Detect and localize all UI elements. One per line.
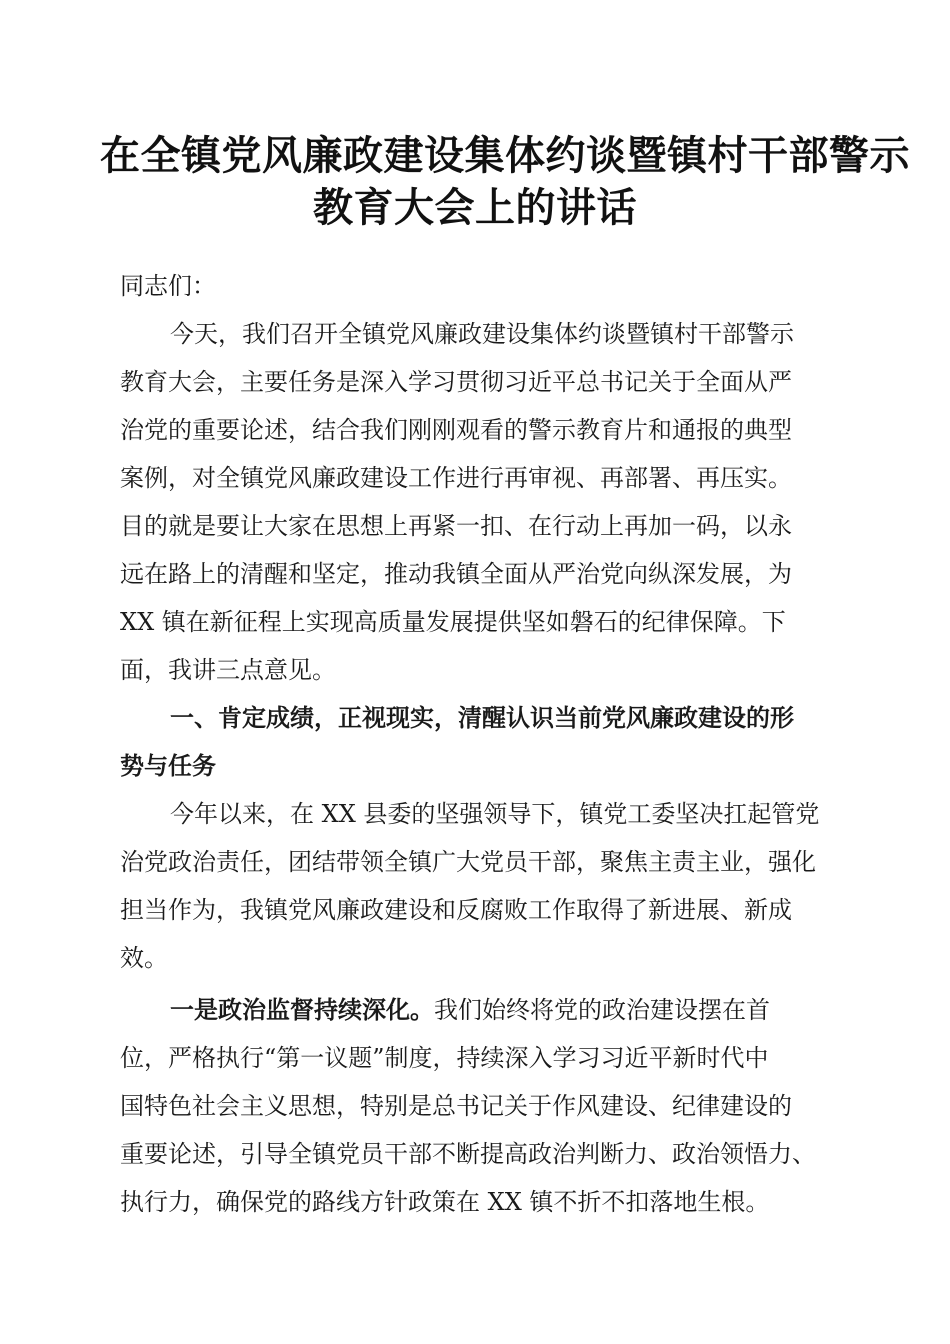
paragraph-line: 效。 (120, 944, 168, 972)
point-1-lead: 一是政治监督持续深化。 (170, 995, 434, 1024)
paragraph-line: 位，严格执行“第一议题”制度，持续深入学习习近平新时代中 (120, 1044, 769, 1072)
paragraph-line: 治党政治责任，团结带领全镇广大党员干部，聚焦主责主业，强化 (120, 848, 816, 876)
paragraph-line: 目的就是要让大家在思想上再紧一扣、在行动上再加一码，以永 (120, 512, 792, 540)
document-body (120, 262, 832, 1226)
title-line-2: 教育大会上的讲话 (313, 184, 637, 231)
paragraph-line: 执行力，确保党的路线方针政策在 XX 镇不折不扣落地生根。 (120, 1188, 770, 1216)
section-1-paragraph (120, 790, 832, 982)
paragraph-line: 案例，对全镇党风廉政建设工作进行再审视、再部署、再压实。 (120, 464, 792, 492)
paragraph-line: 今天，我们召开全镇党风廉政建设集体约谈暨镇村干部警示 (170, 320, 794, 348)
salutation: 同志们： (120, 272, 216, 300)
paragraph-line: 担当作为，我镇党风廉政建设和反腐败工作取得了新进展、新成 (120, 896, 792, 924)
intro-paragraph (120, 310, 832, 694)
section-heading-line: 一、肯定成绩，正视现实，清醒认识当前党风廉政建设的形 (170, 704, 794, 732)
paragraph-line: 治党的重要论述，结合我们刚刚观看的警示教育片和通报的典型 (120, 416, 792, 444)
paragraph-line: XX 镇在新征程上实现高质量发展提供坚如磐石的纪律保障。下 (120, 608, 786, 636)
document-title (100, 130, 910, 234)
title-line-1: 在全镇党风廉政建设集体约谈暨镇村干部警示 (100, 132, 910, 179)
section-heading-line: 势与任务 (120, 752, 216, 780)
paragraph-line: 教育大会，主要任务是深入学习贯彻习近平总书记关于全面从严 (120, 368, 792, 396)
point-1-first-line: 我们始终将党的政治建设摆在首 (434, 996, 770, 1024)
paragraph-line (120, 986, 832, 1034)
section-1-heading (120, 694, 832, 790)
paragraph-line: 面，我讲三点意见。 (120, 656, 336, 684)
paragraph-line: 国特色社会主义思想，特别是总书记关于作风建设、纪律建设的 (120, 1092, 792, 1120)
point-1-paragraph (120, 986, 832, 1226)
paragraph-line: 重要论述，引导全镇党员干部不断提高政治判断力、政治领悟力、 (120, 1140, 816, 1168)
paragraph-line: 远在路上的清醒和坚定，推动我镇全面从严治党向纵深发展，为 (120, 560, 792, 588)
paragraph-line: 今年以来，在 XX 县委的坚强领导下，镇党工委坚决扛起管党 (170, 800, 820, 828)
